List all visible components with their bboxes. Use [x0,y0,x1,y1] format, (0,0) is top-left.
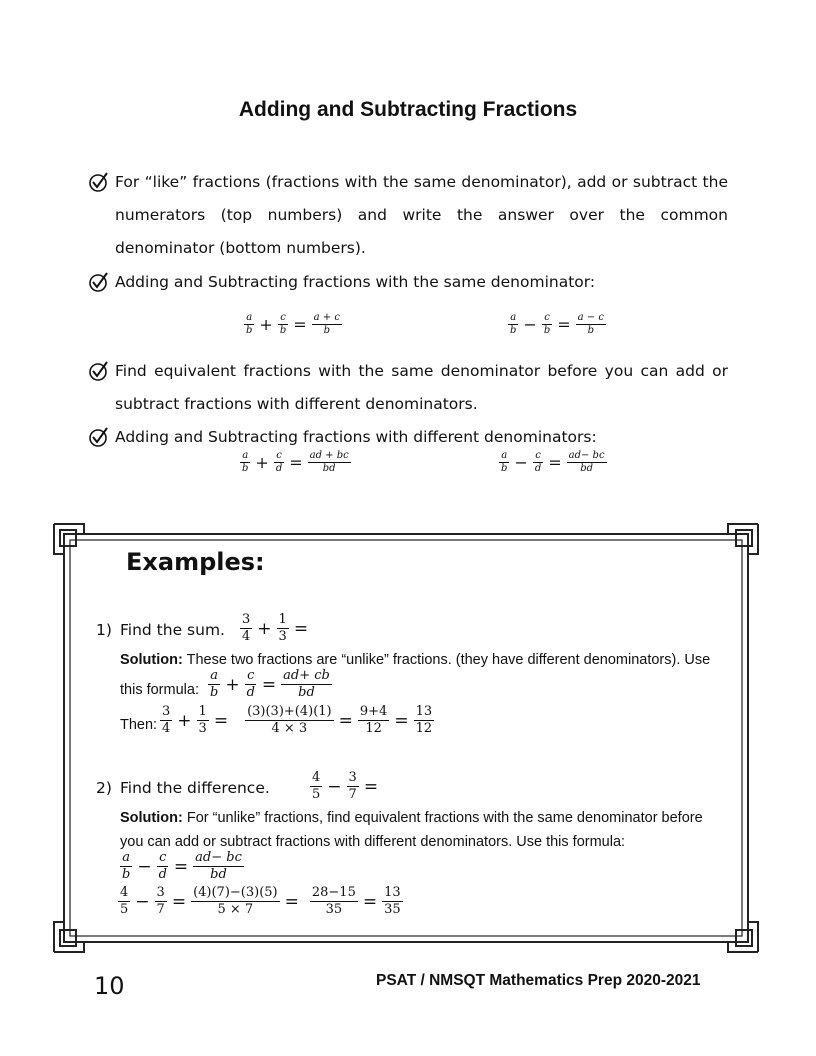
example-1-problem: $\frac{3}{4}$ + $\frac{1}{3}$ = [242,612,309,644]
solution-label: Solution: [120,810,183,826]
formula-same-add: $\frac{a}{b}$ + $\frac{c}{b}$ = $\frac{a + c}{b}$ [246,312,340,336]
page-number: 10 [94,972,125,1000]
bullet-different-denominators [88,421,728,454]
bullet-equivalent-fractions [88,355,728,421]
check-circle-icon [88,171,110,193]
example-1-prompt: Find the sum. [120,621,225,639]
check-circle-icon [88,360,110,382]
example-2-solution [120,806,730,854]
bullet-text: Adding and Subtracting fractions with different denominators: [115,428,597,446]
example-1-formula: $\frac{a}{b}$ + $\frac{c}{d}$ = $\frac{ad+ cb}{bd}$ [210,668,330,700]
solution-text-1: For “unlike” fractions, find equivalent fractions with the same denominator before [182,810,703,826]
example-2-number: 2) [96,779,112,797]
formula-diff-sub: $\frac{a}{b}$ − $\frac{c}{d}$ = $\frac{ad- bc}{bd}$ [501,450,605,474]
page-title: Adding and Subtracting Fractions [238,98,578,121]
example-1-formula-intro: this formula: [120,682,199,698]
bullet-like-fractions [88,166,728,265]
example-2-work: $\frac{4}{5}$ − $\frac{3}{7}$ = $\frac{(4)(7)-(3)(5)}{5 \times 7}$ = $\frac{28-15}{35}$ = $\frac{13}{35}$ [120,885,401,917]
example-1-number: 1) [96,621,112,639]
solution-text: These two fractions are “unlike” fractions. (they have different denominators). Use [182,652,711,668]
book-title: PSAT / NMSQT Mathematics Prep 2020-2021 [376,972,701,989]
example-2-formula: $\frac{a}{b}$ − $\frac{c}{d}$ = $\frac{ad- bc}{bd}$ [122,850,242,882]
example-2-problem: $\frac{4}{5}$ − $\frac{3}{7}$ = [312,770,379,802]
solution-label: Solution: [120,652,183,668]
formula-same-sub: $\frac{a}{b}$ − $\frac{c}{b}$ = $\frac{a - c}{b}$ [510,312,604,336]
formula-diff-add: $\frac{a}{b}$ + $\frac{c}{d}$ = $\frac{ad + bc}{bd}$ [242,450,349,474]
example-1-then-label: Then: [120,717,158,733]
bullet-text: Find equivalent fractions with the same denominator before you can add or subtract fractions with different denominators. [115,362,728,413]
solution-text-2: you can add or subtract fractions with different denominators. Use this formula: [120,834,626,850]
bullet-text: Adding and Subtracting fractions with the same denominator: [115,273,596,291]
bullet-same-denominator [88,266,728,299]
examples-heading: Examples: [126,548,265,576]
example-2-prompt: Find the difference. [120,779,270,797]
check-circle-icon [88,426,110,448]
check-circle-icon [88,271,110,293]
bullet-text: For “like” fractions (fractions with the same denominator), add or subtract the numerators (top numbers) and write the answer over the common denominator (bottom numbers). [115,173,728,257]
example-1-work: $\frac{3}{4}$ + $\frac{1}{3}$ = $\frac{(3)(3)+(4)(1)}{4 \times 3}$ = $\frac{9+4}{12}$ = $\frac{13}{12}$ [162,704,433,736]
